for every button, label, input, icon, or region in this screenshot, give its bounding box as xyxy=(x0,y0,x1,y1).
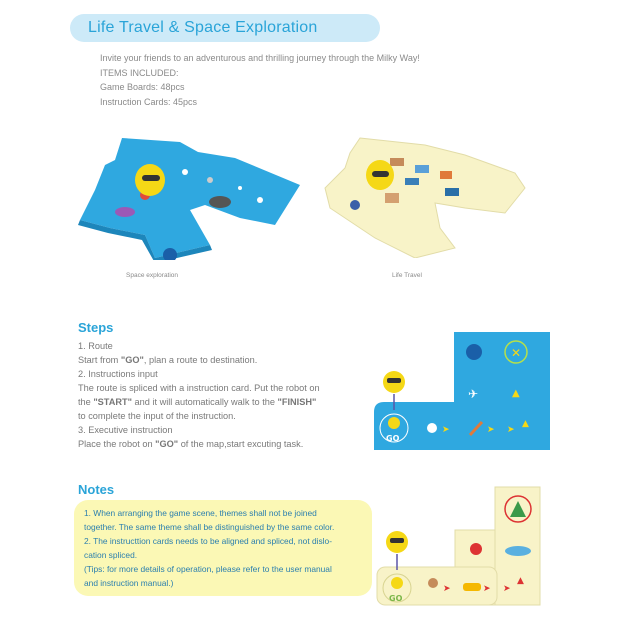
svg-text:✕: ✕ xyxy=(511,346,522,360)
svg-text:➤: ➤ xyxy=(483,584,491,594)
svg-text:▲: ▲ xyxy=(522,419,529,429)
page-title: Life Travel & Space Exploration xyxy=(88,19,318,36)
robot-icon xyxy=(135,164,165,196)
space-exploration-board-image xyxy=(70,130,300,260)
svg-text:➤: ➤ xyxy=(507,425,515,435)
svg-text:➤: ➤ xyxy=(443,584,451,594)
svg-text:➤: ➤ xyxy=(487,425,495,435)
svg-text:▲: ▲ xyxy=(517,576,524,586)
note-line: 1. When arranging the game scene, themes shall not be joined xyxy=(84,508,317,518)
note-line: 2. The instructtion cards needs to be aligned and spliced, not dislo- xyxy=(84,536,332,546)
steps-heading: Steps xyxy=(78,320,114,335)
note-line: and instruction manual.) xyxy=(84,578,174,588)
items-included-heading: ITEMS INCLUDED: xyxy=(100,67,179,78)
svg-text:GO: GO xyxy=(389,594,403,603)
note-line: together. The same theme shall be distinguished by the same color. xyxy=(84,522,335,532)
intro-text xyxy=(100,51,420,109)
step-2-heading: 2. Instructions input xyxy=(78,369,158,379)
svg-text:GO: GO xyxy=(386,434,400,443)
step-3-heading: 3. Executive instruction xyxy=(78,425,173,435)
svg-text:✈: ✈ xyxy=(468,387,479,401)
notes-box xyxy=(74,500,372,596)
space-exploration-caption: Space exploration xyxy=(126,272,179,279)
robot-icon xyxy=(366,160,394,190)
robot-icon xyxy=(386,531,408,553)
note-line: cation spliced. xyxy=(84,550,138,560)
step-1-text: Start from "GO", plan a route to destination. xyxy=(78,355,258,365)
step-2-text: the "START" and it will automatically walk to the "FINISH" xyxy=(78,397,317,407)
steps-text xyxy=(78,339,320,451)
steps-route-diagram xyxy=(372,330,557,455)
title-banner xyxy=(70,14,380,42)
game-boards-count: Game Boards: 48pcs xyxy=(100,82,185,92)
svg-text:➤: ➤ xyxy=(442,425,450,435)
step-1-heading: 1. Route xyxy=(78,341,113,351)
notes-route-diagram xyxy=(375,485,560,610)
svg-text:▲: ▲ xyxy=(512,388,520,399)
step-2-text: The route is spliced with a instruction card. Put the robot on xyxy=(78,383,320,393)
step-3-text: Place the robot on "GO" of the map,start excuting task. xyxy=(78,439,304,449)
robot-icon xyxy=(383,371,405,393)
note-line: (Tips: for more details of operation, please refer to the user manual xyxy=(84,564,332,574)
instruction-cards-count: Instruction Cards: 45pcs xyxy=(100,96,198,107)
life-travel-caption: Life Travel xyxy=(392,272,422,279)
intro-line: Invite your friends to an adventurous and thrilling journey through the Milky Way! xyxy=(100,53,420,63)
life-travel-board-image xyxy=(315,133,530,258)
svg-text:➤: ➤ xyxy=(503,584,511,594)
step-2-text: to complete the input of the instruction. xyxy=(78,411,236,421)
notes-heading: Notes xyxy=(78,482,115,497)
